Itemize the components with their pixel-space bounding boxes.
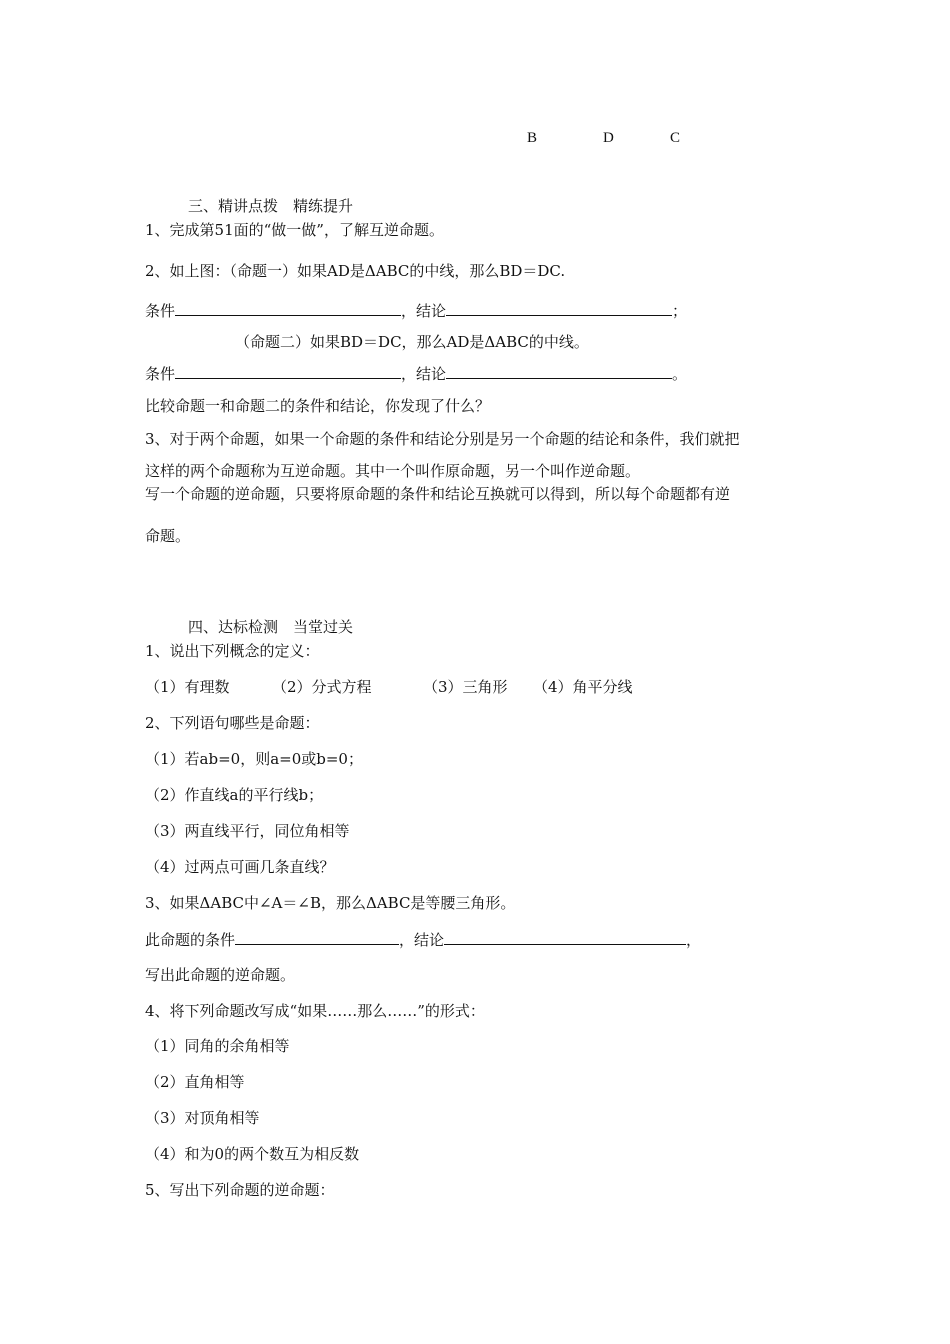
q4-item-3: （3）对顶角相等: [145, 1109, 260, 1127]
prop2-fill-line: [145, 363, 687, 384]
q1-option-2: （2）分式方程: [272, 678, 372, 696]
q4-item-1: （1）同角的余角相等: [145, 1037, 290, 1055]
figure-label-d: D: [603, 130, 614, 146]
prop1-fill-line: [145, 300, 687, 321]
q1-option-1: （1）有理数: [145, 678, 230, 696]
period: 。: [672, 365, 688, 383]
conclusion-label: ，结论: [401, 365, 447, 383]
compare-question: 比较命题一和命题二的条件和结论，你发现了什么？: [145, 397, 491, 415]
condition-label: 条件: [145, 365, 176, 383]
section4-q4: 4、将下列命题改写成“如果……那么……”的形式：: [145, 1002, 485, 1020]
q1-option-3: （3）三角形: [423, 678, 508, 696]
q3-write-converse: 写出此命题的逆命题。: [145, 966, 296, 984]
q1-option-4: （4）角平分线: [533, 678, 633, 696]
section3-item3-line4: 命题。: [145, 527, 191, 545]
section4-q3: 3、如果ΔABC中∠A＝∠B，那么ΔABC是等腰三角形。: [145, 894, 516, 912]
q3-condition-blank[interactable]: [235, 929, 399, 945]
condition-label: 条件: [145, 302, 176, 320]
figure-label-b: B: [527, 130, 538, 146]
conclusion-blank-2[interactable]: [446, 363, 672, 379]
section3-item2: 2、如上图：（命题一）如果AD是ΔABC的中线，那么BD＝DC.: [145, 262, 566, 280]
conclusion-blank-1[interactable]: [446, 300, 672, 316]
section4-q5: 5、写出下列命题的逆命题：: [145, 1181, 335, 1199]
q3-condition-label: 此命题的条件: [145, 931, 236, 949]
section4-q2: 2、下列语句哪些是命题：: [145, 714, 320, 732]
section4-heading: 四、达标检测 当堂过关: [188, 618, 354, 636]
q2-item-2: （2）作直线a的平行线b；: [145, 786, 324, 804]
section3-item1: 1、完成第51面的“做一做”，了解互逆命题。: [145, 221, 444, 239]
figure-label-c: C: [670, 130, 681, 146]
q3-comma: ，: [686, 931, 702, 949]
q3-conclusion-blank[interactable]: [444, 929, 686, 945]
q3-fill-line: [145, 929, 701, 950]
q2-item-3: （3）两直线平行，同位角相等: [145, 822, 350, 840]
section3-heading: 三、精讲点拨 精练提升: [188, 197, 354, 215]
conclusion-label: ，结论: [401, 302, 447, 320]
q4-item-2: （2）直角相等: [145, 1073, 245, 1091]
q4-item-4: （4）和为0的两个数互为相反数: [145, 1145, 360, 1163]
q2-item-4: （4）过两点可画几条直线？: [145, 858, 335, 876]
condition-blank-1[interactable]: [175, 300, 401, 316]
section4-q1: 1、说出下列概念的定义：: [145, 642, 320, 660]
semicolon: ；: [672, 302, 688, 320]
section3-item3-line2: 这样的两个命题称为互逆命题。其中一个叫作原命题，另一个叫作逆命题。: [145, 462, 641, 480]
q2-item-1: （1）若ab=0，则a=0或b=0；: [145, 750, 363, 768]
proposition-2: （命题二）如果BD＝DC，那么AD是ΔABC的中线。: [235, 333, 589, 351]
section3-item3-line3: 写一个命题的逆命题，只要将原命题的条件和结论互换就可以得到，所以每个命题都有逆: [145, 485, 731, 503]
condition-blank-2[interactable]: [175, 363, 401, 379]
q3-conclusion-label: ，结论: [399, 931, 445, 949]
section3-item3-line1: 3、对于两个命题，如果一个命题的条件和结论分别是另一个命题的结论和条件，我们就把: [145, 430, 740, 448]
